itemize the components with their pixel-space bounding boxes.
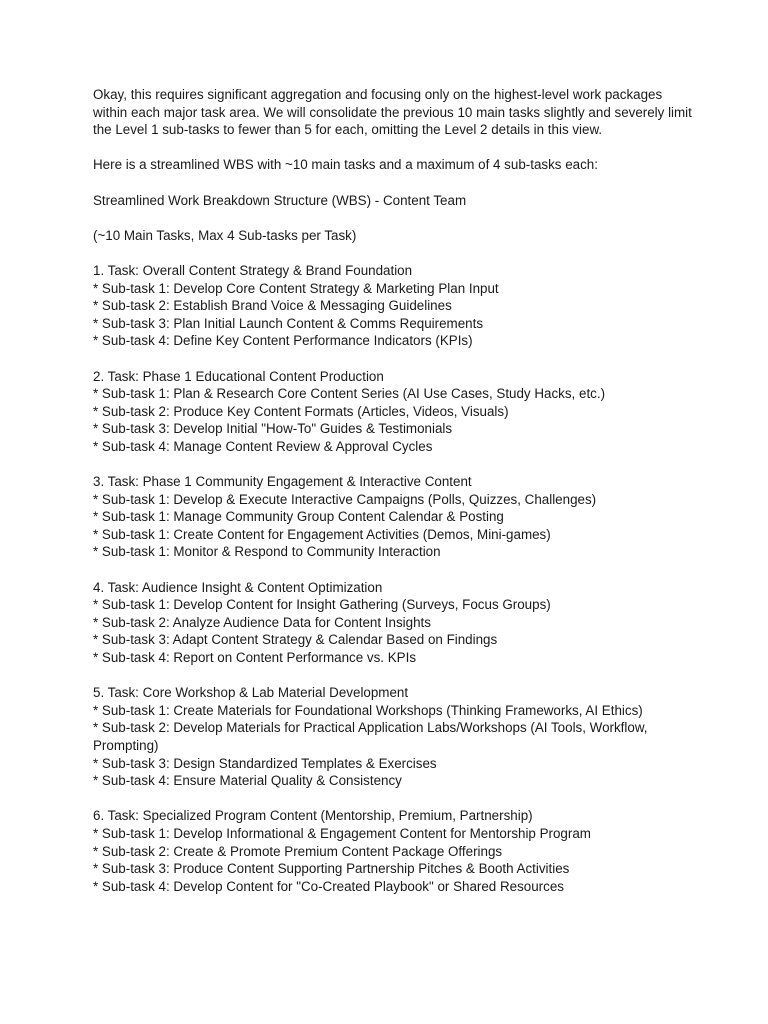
task-heading: 6. Task: Specialized Program Content (Mentorship, Premium, Partnership) — [93, 808, 533, 824]
subtask-item: * Sub-task 1: Develop Content for Insight Gathering (Surveys, Focus Groups) — [93, 597, 551, 613]
subtask-item: * Sub-task 2: Establish Brand Voice & Messaging Guidelines — [93, 298, 452, 314]
subtask-item: * Sub-task 3: Produce Content Supporting Partnership Pitches & Booth Activities — [93, 861, 570, 877]
subtask-item: * Sub-task 1: Develop Informational & Engagement Content for Mentorship Program — [93, 825, 591, 841]
subtask-item: * Sub-task 4: Report on Content Performance vs. KPIs — [93, 650, 417, 665]
subtask-item: * Sub-task 3: Develop Initial "How-To" Guides & Testimonials — [93, 421, 453, 437]
subtask-item: * Sub-task 1: Develop & Execute Interactive Campaigns (Polls, Quizzes, Challenges) — [93, 491, 597, 507]
intro-summary: Here is a streamlined WBS with ~10 main tasks and a maximum of 4 sub-tasks each: — [93, 157, 598, 173]
subtask-item: * Sub-task 3: Design Standardized Templates & Exercises — [93, 755, 437, 771]
task-5 — [93, 684, 693, 790]
subtask-item: * Sub-task 1: Create Materials for Foundational Workshops (Thinking Frameworks, AI Ethics) — [93, 702, 643, 718]
subtask-item: * Sub-task 3: Plan Initial Launch Content & Comms Requirements — [93, 315, 484, 331]
subtask-item: * Sub-task 2: Produce Key Content Formats (Articles, Videos, Visuals) — [93, 403, 509, 419]
task-heading: 5. Task: Core Workshop & Lab Material Development — [93, 685, 409, 701]
document-subtitle: (~10 Main Tasks, Max 4 Sub-tasks per Task) — [93, 227, 357, 243]
subtask-item: * Sub-task 4: Define Key Content Performance Indicators (KPIs) — [93, 333, 473, 349]
subtask-item: * Sub-task 3: Adapt Content Strategy & Calendar Based on Findings — [93, 632, 498, 648]
subtask-item: * Sub-task 1: Plan & Research Core Content Series (AI Use Cases, Study Hacks, etc.) — [93, 386, 606, 402]
task-3 — [93, 473, 693, 561]
intro-paragraph: Okay, this requires significant aggregation and focusing only on the highest-level work packages within each major task area. We will consolidate the previous 10 main tasks slightly and severely limit the Level 1 sub-tasks to fewer than 5 for each, omitting the Level 2 details in this view. — [93, 87, 692, 138]
document-body — [93, 86, 693, 913]
subtask-item: * Sub-task 1: Manage Community Group Content Calendar & Posting — [93, 509, 504, 525]
task-2 — [93, 368, 693, 456]
subtask-item: * Sub-task 2: Develop Materials for Practical Application Labs/Workshops (AI Tools, Workflow, Prompting) — [93, 720, 648, 753]
subtask-item: * Sub-task 4: Ensure Material Quality & Consistency — [93, 773, 402, 789]
task-heading: 4. Task: Audience Insight & Content Optimization — [93, 579, 383, 595]
task-1 — [93, 262, 693, 350]
subtask-item: * Sub-task 1: Monitor & Respond to Community Interaction — [93, 544, 441, 560]
task-6 — [93, 807, 693, 895]
subtask-item: * Sub-task 2: Create & Promote Premium Content Package Offerings — [93, 843, 503, 859]
subtask-item: * Sub-task 1: Create Content for Engagement Activities (Demos, Mini-games) — [93, 526, 551, 542]
subtask-item: * Sub-task 4: Develop Content for "Co-Created Playbook" or Shared Resources — [93, 878, 564, 894]
task-4 — [93, 579, 693, 667]
task-heading: 2. Task: Phase 1 Educational Content Production — [93, 368, 384, 384]
document-title: Streamlined Work Breakdown Structure (WBS) - Content Team — [93, 192, 467, 208]
subtask-item: * Sub-task 4: Manage Content Review & Approval Cycles — [93, 438, 433, 454]
task-heading: 3. Task: Phase 1 Community Engagement & Interactive Content — [93, 474, 472, 490]
subtask-item: * Sub-task 2: Analyze Audience Data for Content Insights — [93, 614, 431, 630]
task-heading: 1. Task: Overall Content Strategy & Brand Foundation — [93, 262, 413, 278]
subtask-item: * Sub-task 1: Develop Core Content Strategy & Marketing Plan Input — [93, 280, 499, 296]
